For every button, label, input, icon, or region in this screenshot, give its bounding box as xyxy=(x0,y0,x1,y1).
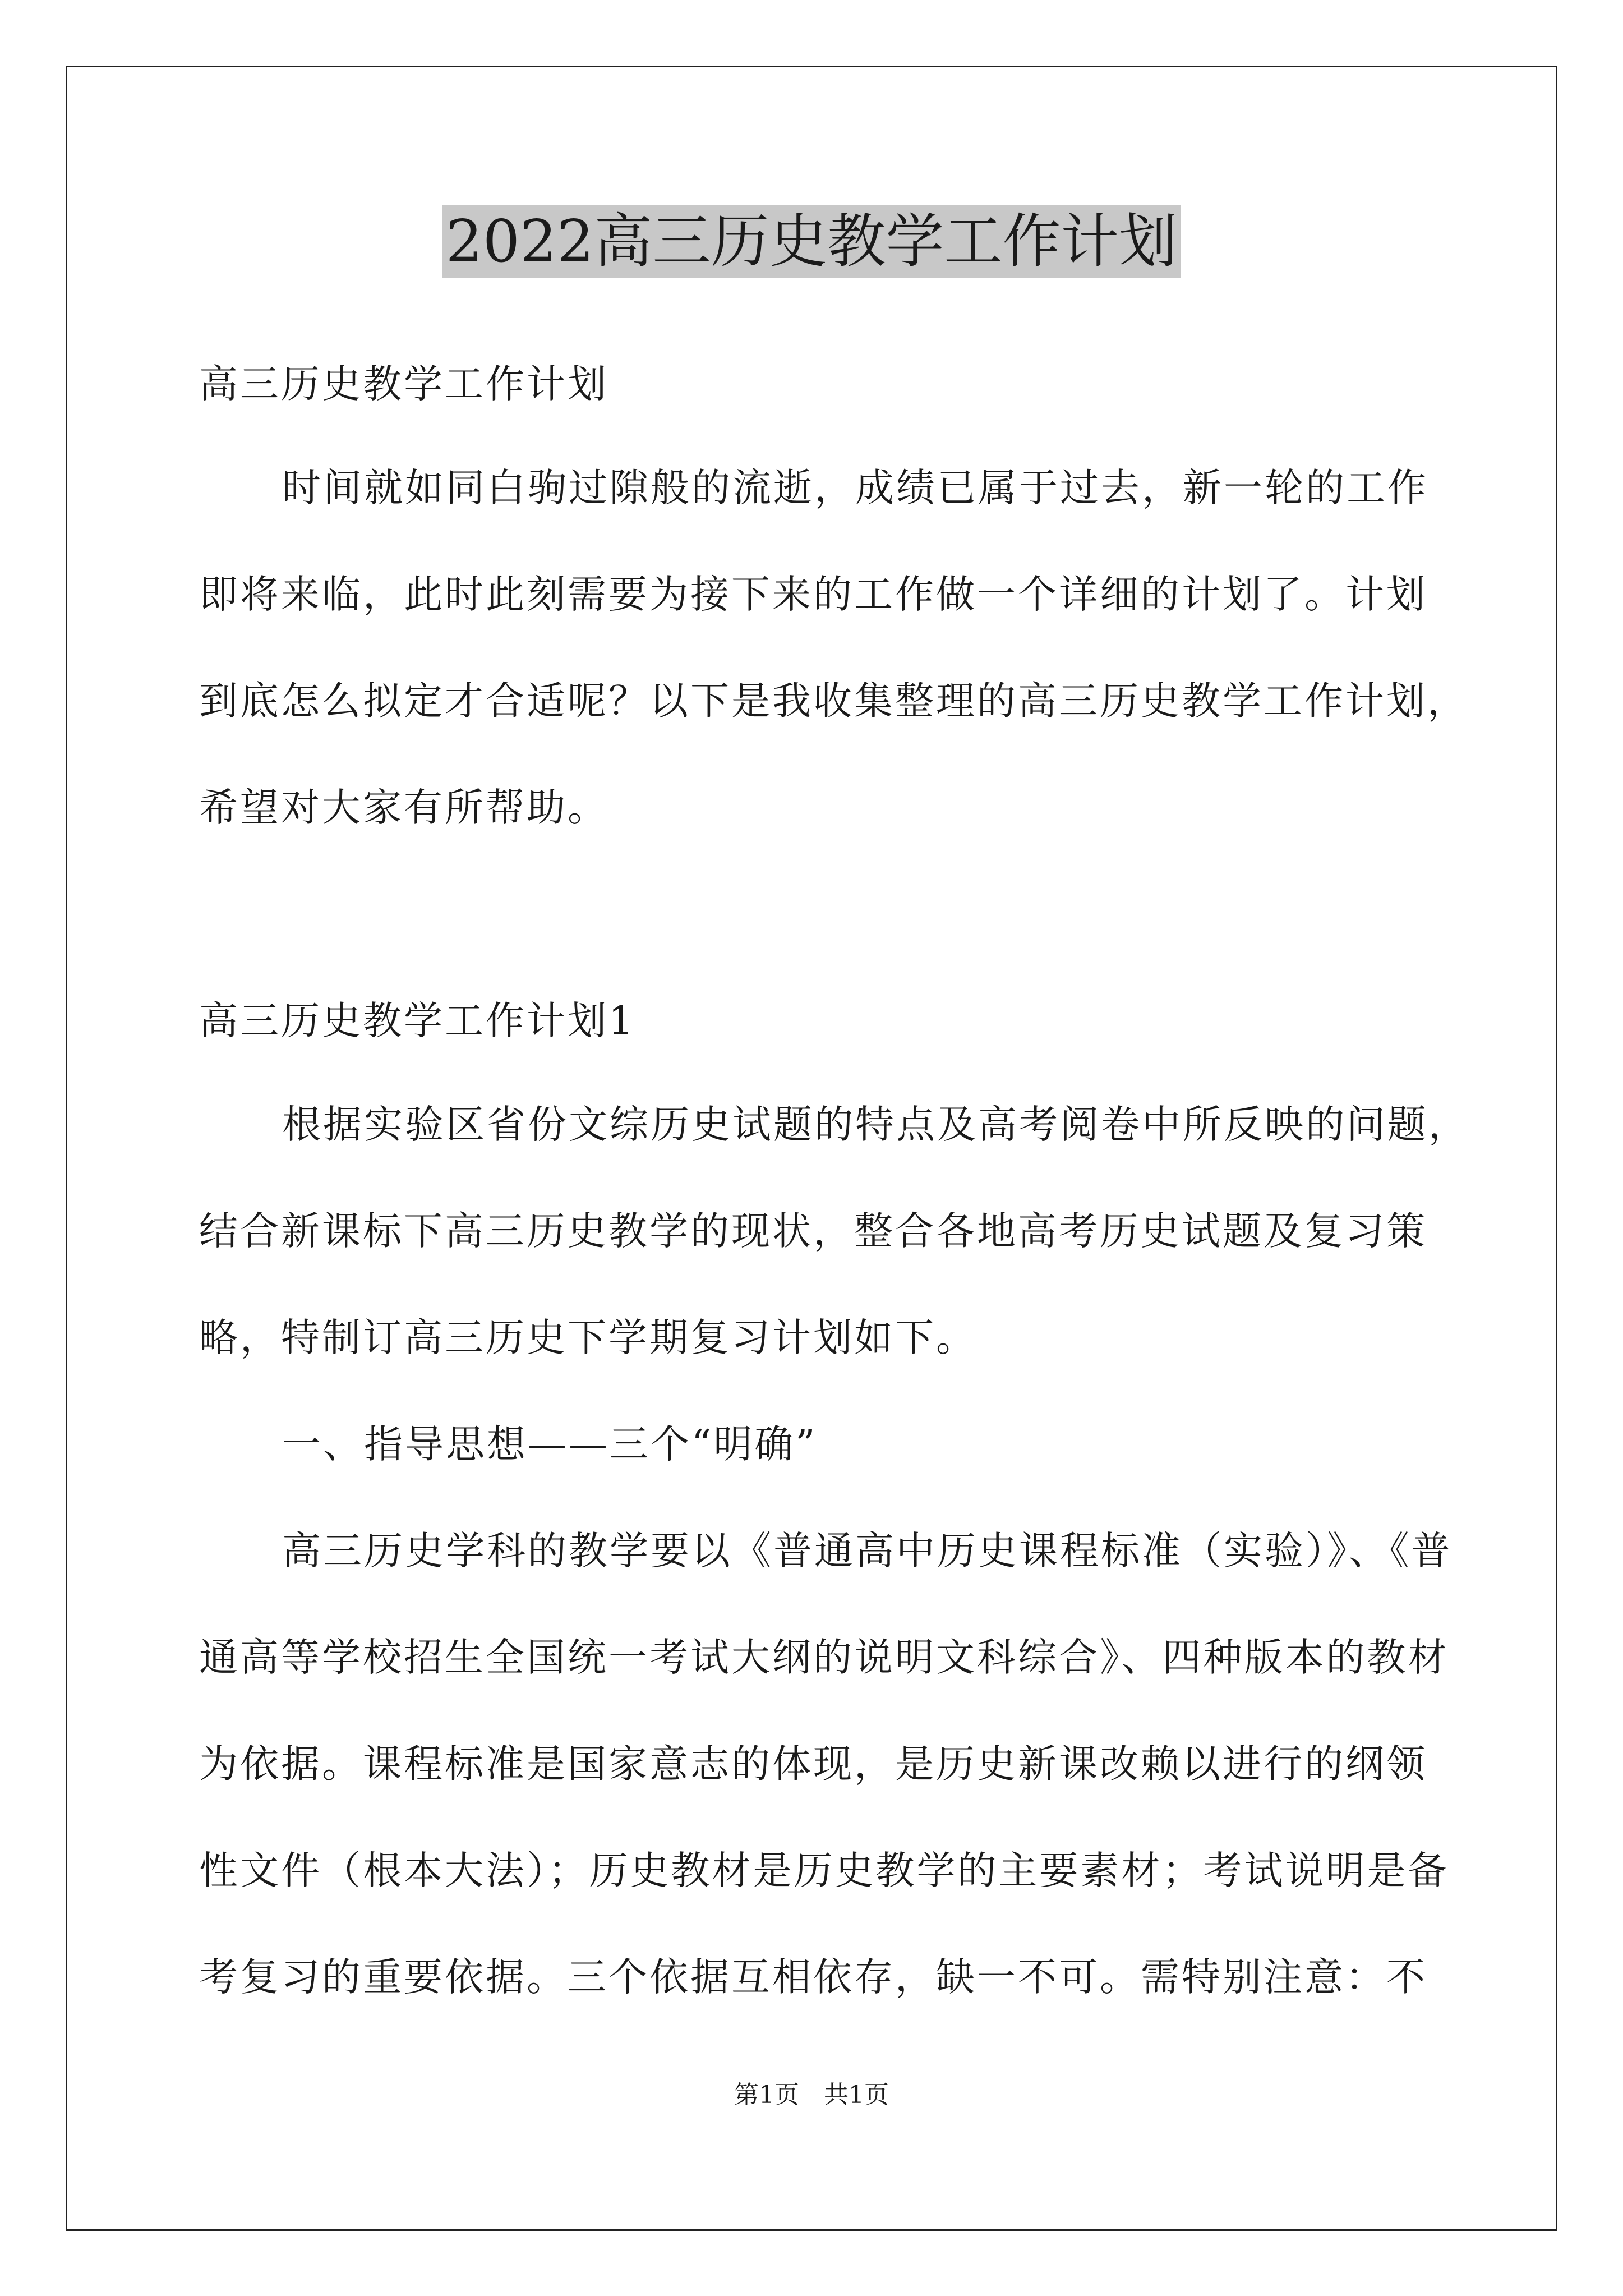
section1-para2-line-1: 高三历史学科的教学要以《普通高中历史课程标准（实验）》、《普 xyxy=(282,1529,1453,1573)
document-subtitle: 高三历史教学工作计划 xyxy=(199,362,608,407)
section1-para2-line-4: 性文件（根本大法）；历史教材是历史教学的主要素材；考试说明是备 xyxy=(199,1848,1449,1893)
document-title-text: 2022高三历史教学工作计划 xyxy=(442,205,1181,278)
intro-line-3: 到底怎么拟定才合适呢？以下是我收集整理的高三历史教学工作计划， xyxy=(199,679,1468,724)
section1-para1-line-2: 结合新课标下高三历史教学的现状，整合各地高考历史试题及复习策 xyxy=(199,1209,1427,1254)
document-title xyxy=(0,202,1623,280)
intro-line-1: 时间就如同白驹过隙般的流逝，成绩已属于过去，新一轮的工作 xyxy=(282,466,1428,510)
page-footer xyxy=(0,2078,1623,2112)
section-heading: 高三历史教学工作计划1 xyxy=(199,999,635,1043)
section1-para2-line-3: 为依据。课程标准是国家意志的体现，是历史新课改赖以进行的纲领 xyxy=(199,1742,1427,1787)
section-sub-heading: 一、指导思想——三个“明确” xyxy=(282,1422,818,1467)
intro-line-2: 即将来临，此时此刻需要为接下来的工作做一个详细的计划了。计划 xyxy=(199,572,1427,617)
intro-line-4: 希望对大家有所帮助。 xyxy=(199,785,608,830)
section1-para1-line-1: 根据实验区省份文综历史试题的特点及高考阅卷中所反映的问题， xyxy=(282,1102,1469,1147)
section1-para1-line-3: 略，特制订高三历史下学期复习计划如下。 xyxy=(199,1315,977,1360)
section1-para2-line-5: 考复习的重要依据。三个依据互相依存，缺一不可。需特别注意：不 xyxy=(199,1955,1427,2000)
section1-para2-line-2: 通高等学校招生全国统一考试大纲的说明文科综合》、四种版本的教材 xyxy=(199,1635,1449,1680)
page-number: 第1页 共1页 xyxy=(734,2081,889,2109)
